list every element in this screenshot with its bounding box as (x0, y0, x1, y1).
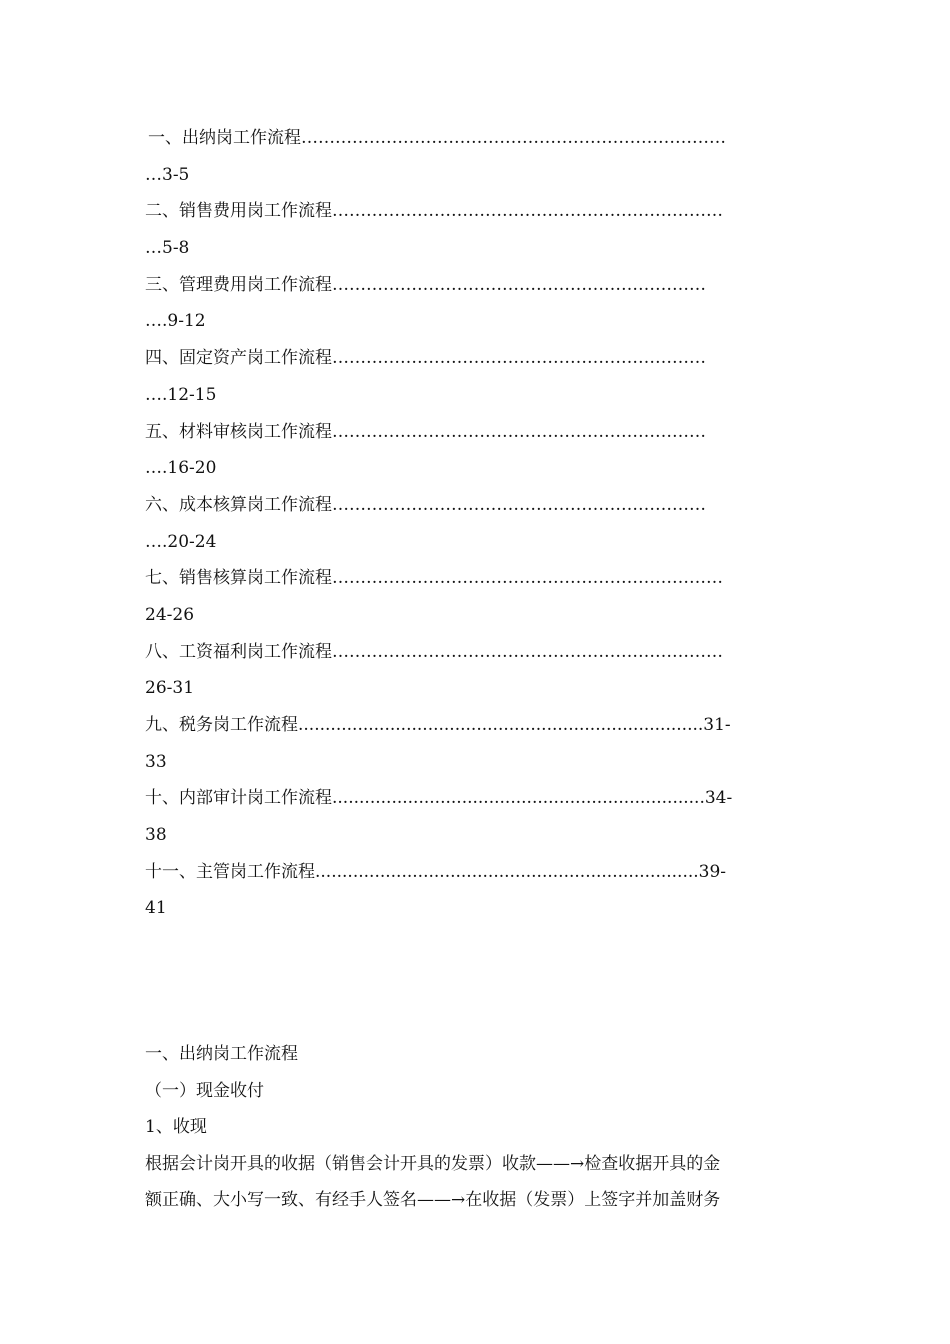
toc-entry-fixed-assets: 四、固定资产岗工作流程………………………………………………………… (145, 348, 706, 369)
toc-page-tax: 33 (145, 751, 167, 772)
toc-entry-sales-expense: 二、销售费用岗工作流程…………………………………………………………… (145, 201, 723, 222)
toc-entry-material-audit: 五、材料审核岗工作流程………………………………………………………… (145, 421, 706, 442)
toc-entry-payroll: 八、工资福利岗工作流程…………………………………………………………… (145, 641, 723, 662)
toc-page-internal-audit: 38 (145, 825, 167, 846)
section-body (145, 1036, 805, 1219)
toc-entry-tax: 九、税务岗工作流程...........................................................................31- (145, 715, 731, 735)
toc-page-cost-accounting: ….20-24 (145, 531, 217, 552)
paragraph-line: 根据会计岗开具的收据（销售会计开具的发票）收款——→检查收据开具的金 (145, 1153, 721, 1174)
toc-entry-internal-audit: 十、内部审计岗工作流程.....................................................................34- (145, 788, 733, 809)
toc-entry-admin-expense: 三、管理费用岗工作流程………………………………………………………… (145, 274, 706, 295)
toc-entry-cashier: 一、出纳岗工作流程………………………………………………………………… (148, 128, 726, 148)
toc-entry-sales-accounting: 七、销售核算岗工作流程…………………………………………………………… (145, 568, 723, 589)
toc-page-cashier: …3-5 (145, 164, 190, 185)
toc-page-fixed-assets: ….12-15 (145, 384, 217, 405)
table-of-contents (145, 120, 810, 927)
toc-entry-supervisor: 十一、主管岗工作流程.......................................................................39- (145, 861, 727, 882)
toc-page-supervisor: 41 (145, 898, 167, 919)
toc-page-admin-expense: ….9-12 (145, 311, 206, 332)
subsection-heading: （一）现金收付 (145, 1080, 264, 1101)
paragraph-line: 额正确、大小写一致、有经手人签名——→在收据（发票）上签字并加盖财务 (145, 1190, 721, 1210)
toc-page-sales-accounting: 24-26 (145, 604, 195, 625)
section-heading: 一、出纳岗工作流程 (145, 1044, 298, 1064)
item-heading: 1、收现 (145, 1117, 207, 1137)
toc-page-sales-expense: …5-8 (145, 238, 190, 259)
toc-entry-cost-accounting: 六、成本核算岗工作流程………………………………………………………… (145, 494, 706, 515)
toc-page-material-audit: ….16-20 (145, 458, 217, 479)
toc-page-payroll: 26-31 (145, 678, 195, 699)
